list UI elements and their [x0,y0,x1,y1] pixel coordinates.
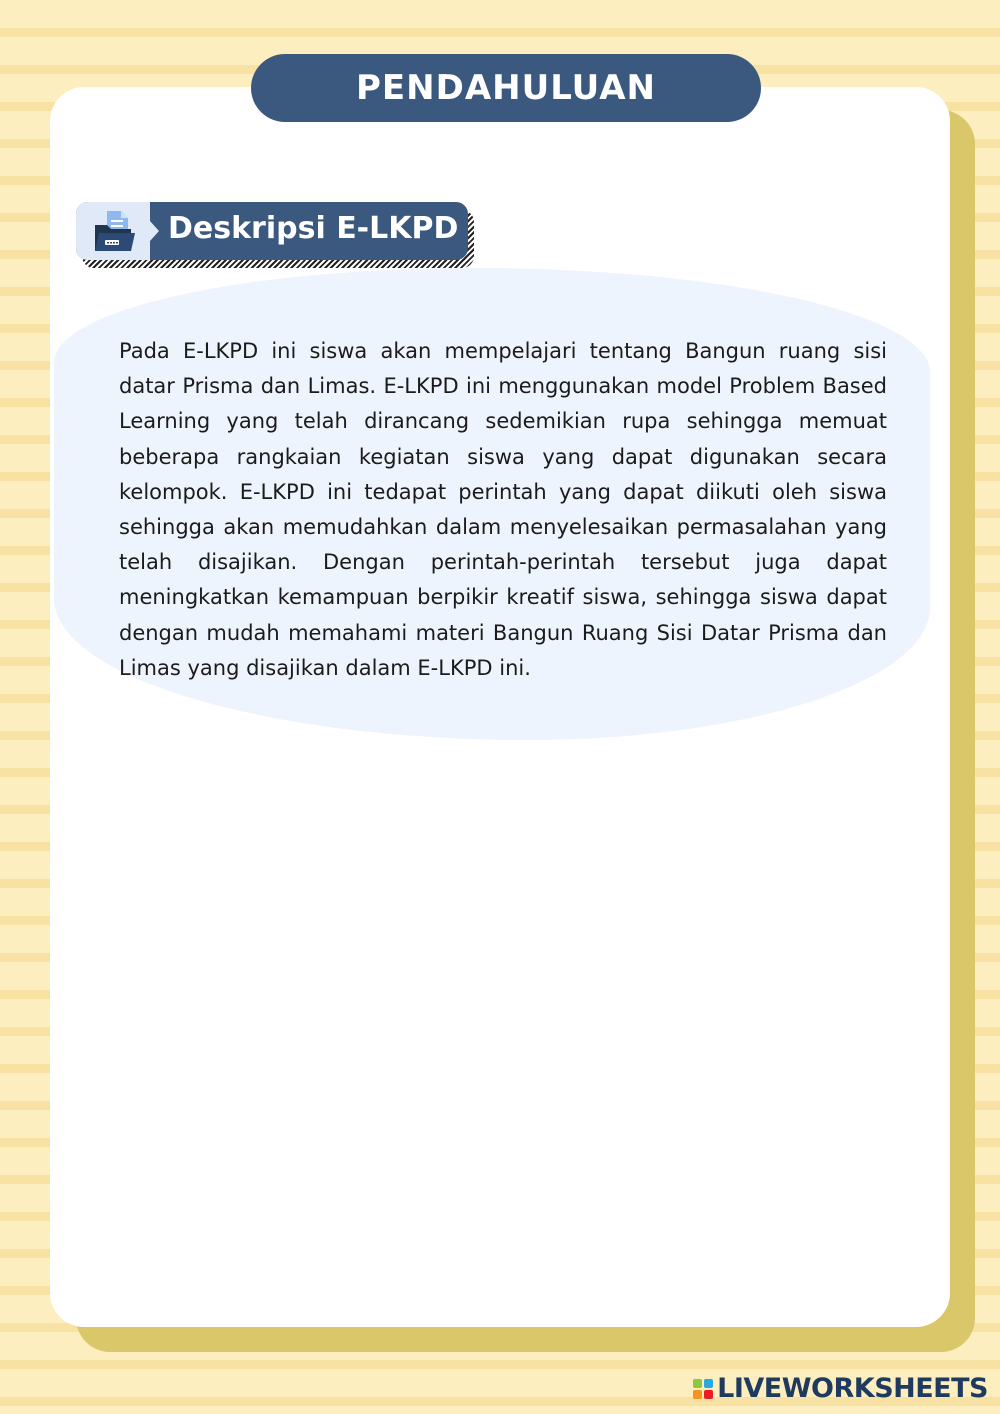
page-title-banner [251,54,761,122]
brand-footer[interactable] [693,1373,988,1404]
section-title: Deskripsi E-LKPD [168,211,459,246]
liveworksheets-logo-icon [693,1379,713,1399]
section-header [76,202,468,260]
description-text: Pada E-LKPD ini siswa akan mempelajari tentang Bangun ruang sisi datar Prisma dan Limas. E-LKPD ini menggunakan model Problem Based Learning yang telah dirancang sedemikian rupa sehingga memuat beberapa rangkaian kegiatan siswa yang dapat digunakan secara kelompok. E-LKPD ini tedapat perintah yang dapat diikuti oleh siswa sehingga akan memudahkan dalam menyelesaikan permasalahan yang telah disajikan. Dengan perintah-perintah tersebut juga dapat meningkatkan kemampuan berpikir kreatif siswa, sehingga siswa dapat dengan mudah memahami materi Bangun Ruang Sisi Datar Prisma dan Limas yang disajikan dalam E-LKPD ini. [119,339,887,680]
folder-document-icon [76,202,150,260]
page-title: PENDAHULUAN [356,68,656,108]
brand-name: LIVEWORKSHEETS [717,1373,988,1404]
section-arrow [150,221,159,241]
